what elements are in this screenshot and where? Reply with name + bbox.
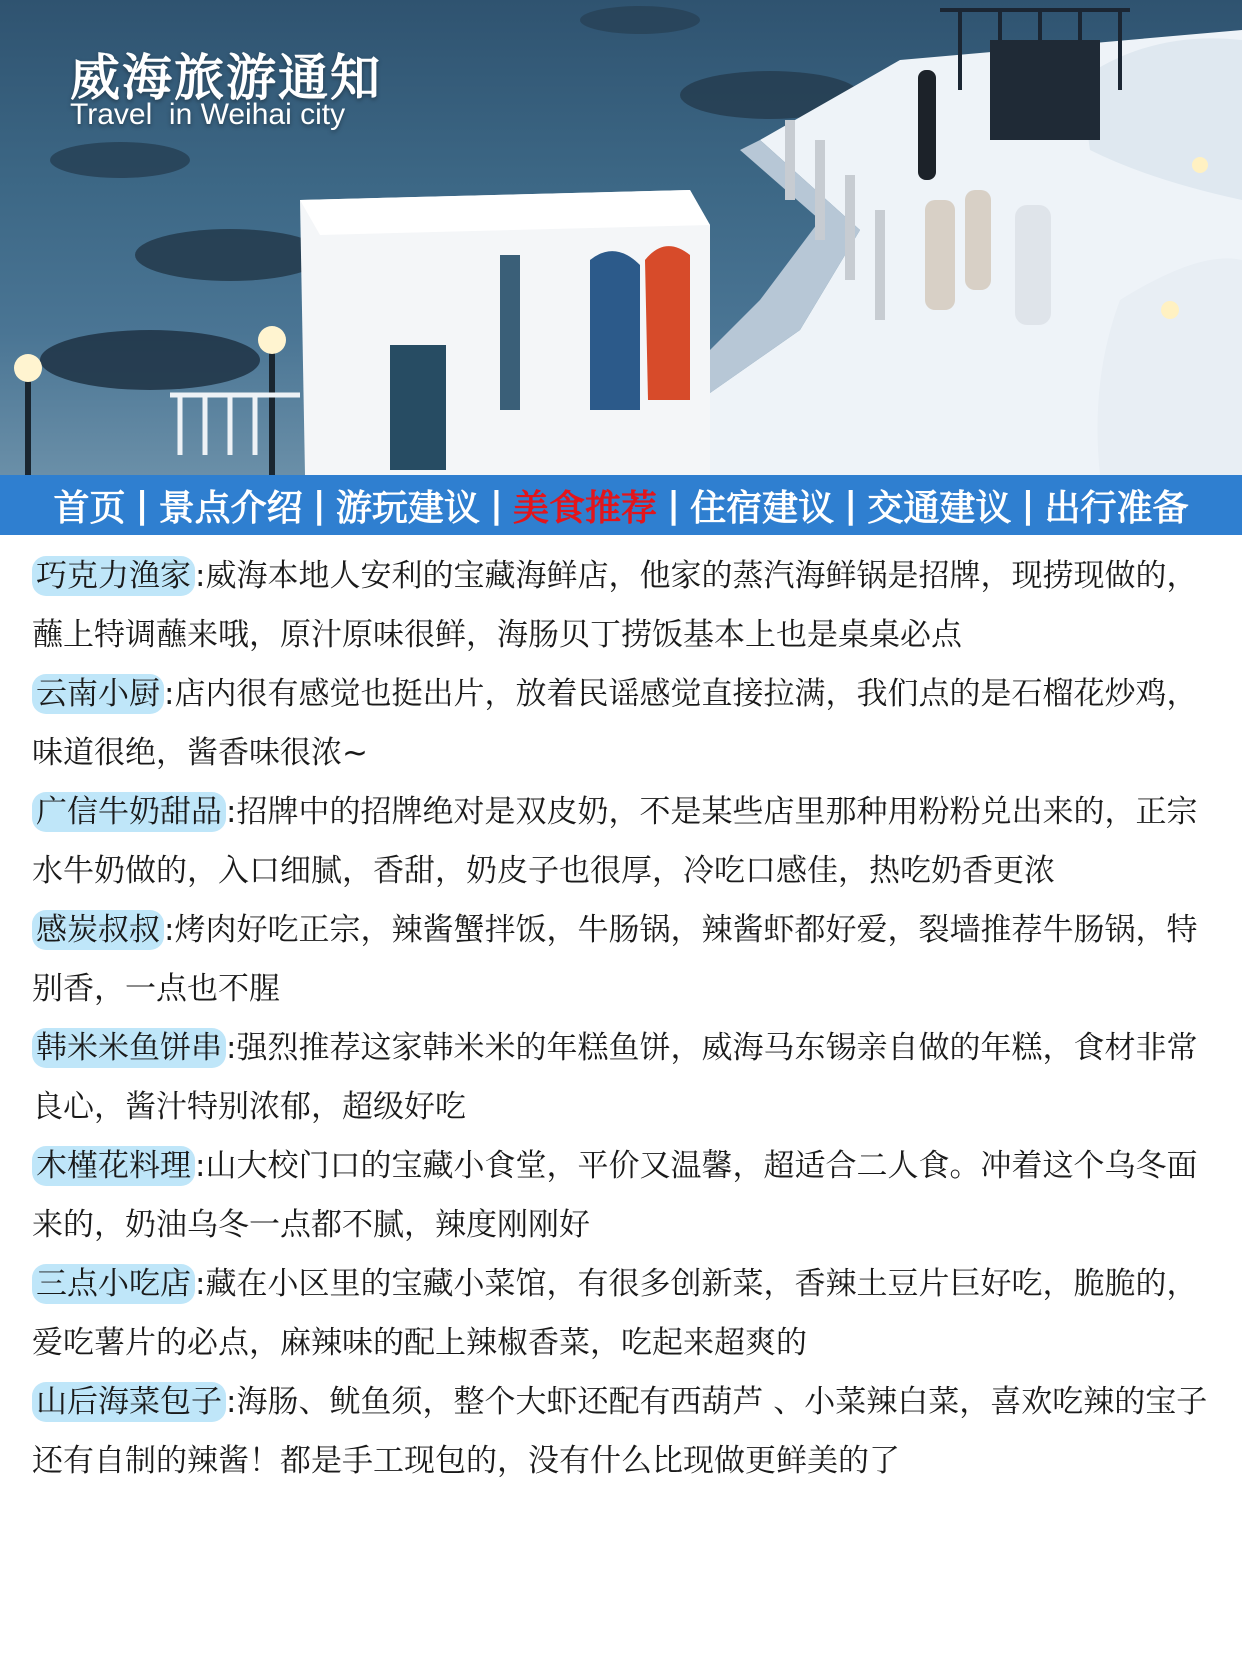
- nav-tab-3[interactable]: 美食推荐: [512, 487, 657, 529]
- restaurant-entry: [32, 1137, 1212, 1255]
- nav-separator: |: [135, 484, 149, 526]
- restaurant-name: 感炭叔叔: [32, 910, 164, 950]
- restaurant-name: 广信牛奶甜品: [32, 792, 226, 832]
- nav-tab-6[interactable]: 出行准备: [1044, 487, 1189, 529]
- restaurant-description: :强烈推荐这家韩米米的年糕鱼饼，威海马东锡亲自做的年糕，食材非常良心，酱汁特别浓郁，超级好吃: [32, 1030, 1198, 1125]
- nav-separator: |: [1021, 484, 1035, 526]
- nav-tab-2[interactable]: 游玩建议: [335, 487, 480, 529]
- nav-tab-1[interactable]: 景点介绍: [158, 487, 303, 529]
- nav-tab-4[interactable]: 住宿建议: [690, 487, 835, 529]
- restaurant-description: :藏在小区里的宝藏小菜馆，有很多创新菜，香辣土豆片巨好吃，脆脆的，爱吃薯片的必点，麻辣味的配上辣椒香菜，吃起来超爽的: [32, 1266, 1198, 1361]
- restaurant-entry: [32, 901, 1212, 1019]
- restaurant-name: 韩米米鱼饼串: [32, 1028, 226, 1068]
- restaurant-description: :海肠、鱿鱼须，整个大虾还配有西葫芦 、小菜辣白菜，喜欢吃辣的宝子还有自制的辣酱！都是手工现包的，没有什么比现做更鲜美的了: [32, 1384, 1208, 1479]
- hero-banner: [0, 0, 1242, 475]
- restaurant-entry: [32, 1019, 1212, 1137]
- restaurant-entry: [32, 783, 1212, 901]
- nav-tab-0[interactable]: 首页: [53, 487, 126, 529]
- nav-separator: |: [844, 484, 858, 526]
- hero-title: 威海旅游通知: [70, 49, 382, 107]
- category-nav-bar: [0, 475, 1242, 535]
- restaurant-entry: [32, 547, 1212, 665]
- restaurant-name: 巧克力渔家: [32, 556, 195, 596]
- food-recommendation-list: [32, 547, 1212, 1491]
- restaurant-entry: [32, 1255, 1212, 1373]
- restaurant-name: 云南小厨: [32, 674, 164, 714]
- nav-separator: |: [667, 484, 681, 526]
- restaurant-description: :店内很有感觉也挺出片，放着民谣感觉直接拉满，我们点的是石榴花炒鸡，味道很绝，酱香味很浓~: [32, 676, 1198, 771]
- nav-tab-5[interactable]: 交通建议: [867, 487, 1012, 529]
- restaurant-description: :招牌中的招牌绝对是双皮奶，不是某些店里那种用粉粉兑出来的，正宗水牛奶做的，入口细腻，香甜，奶皮子也很厚，冷吃口感佳，热吃奶香更浓: [32, 794, 1198, 889]
- nav-separator: |: [312, 484, 326, 526]
- restaurant-entry: [32, 665, 1212, 783]
- restaurant-description: :山大校门口的宝藏小食堂，平价又温馨，超适合二人食。冲着这个乌冬面来的，奶油乌冬一点都不腻，辣度刚刚好: [32, 1148, 1198, 1243]
- nav-separator: |: [489, 484, 503, 526]
- restaurant-description: :威海本地人安利的宝藏海鲜店，他家的蒸汽海鲜锅是招牌，现捞现做的，蘸上特调蘸来哦，原汁原味很鲜，海肠贝丁捞饭基本上也是桌桌必点: [32, 558, 1198, 653]
- restaurant-name: 山后海菜包子: [32, 1382, 226, 1422]
- restaurant-entry: [32, 1373, 1212, 1491]
- restaurant-name: 三点小吃店: [32, 1264, 195, 1304]
- hero-subtitle: Travel in Weihai city: [70, 98, 346, 131]
- restaurant-description: :烤肉好吃正宗，辣酱蟹拌饭，牛肠锅，辣酱虾都好爱，裂墙推荐牛肠锅，特别香，一点也不腥: [32, 912, 1198, 1007]
- restaurant-name: 木槿花料理: [32, 1146, 195, 1186]
